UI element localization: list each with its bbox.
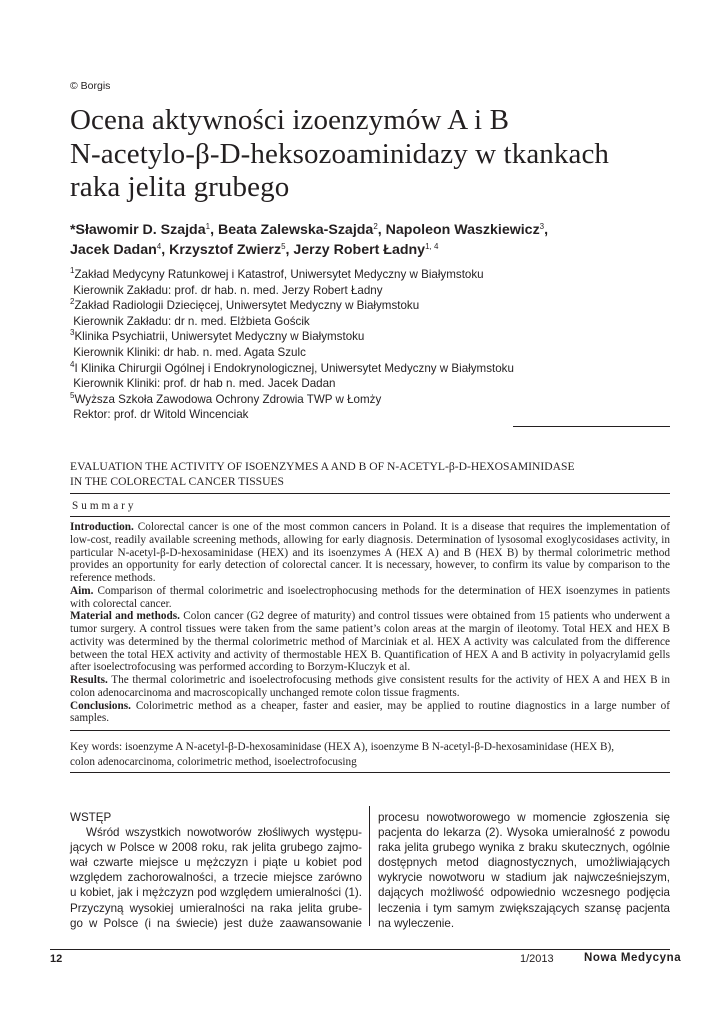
english-title-line: EVALUATION THE ACTIVITY OF ISOENZYMES A AND B OF N-ACETYL-β-D-HEXOSAMINIDASE — [70, 460, 575, 473]
author-name: Jacek Dadan — [70, 242, 157, 258]
affiliation-item — [70, 298, 670, 314]
affiliation-mark: 2 — [70, 297, 75, 307]
keywords-line: Key words: isoenzyme A N-acetyl-β-D-hexosaminidase (HEX A), isoenzyme B N-acetyl-β-D-hexosaminidase (HEX B), — [70, 741, 615, 753]
summary-heading-rule — [70, 516, 670, 517]
title-line: raka jelita grubego — [70, 171, 290, 203]
affiliation-text: Kierownik Kliniki: prof. dr hab n. med. Jacek Dadan — [73, 377, 336, 391]
affiliation-text: Kierownik Zakładu: dr n. med. Elżbieta Gościk — [73, 314, 310, 328]
affiliation-text: Rektor: prof. dr Witold Wincenciak — [73, 408, 249, 422]
affiliation-text: Klinika Psychiatrii, Uniwersytet Medyczny w Białymstoku — [74, 330, 365, 344]
author-name: *Sławomir D. Szajda — [70, 222, 206, 238]
abstract-label: Results. — [70, 674, 108, 686]
abstract-results — [70, 674, 670, 700]
abstract-text: Colorimetric method as a cheaper, faster and easier, may be applied to routine diagnostics in a large number of samples. — [70, 699, 670, 725]
footer-issue: 1/2013 — [520, 953, 554, 965]
body-line: u kobiet, jak i mężczyzn pod względem umieralności (1). — [70, 886, 362, 900]
affiliation-head — [70, 314, 670, 330]
abstract-text: Comparison of thermal colorimetric and isoelectrophocusing methods for the determination of HEX isoenzymes in patients with colorectal cancer. — [70, 584, 670, 610]
body-line: na wyleczenie. — [378, 916, 455, 930]
affiliation-text: Wyższa Szkoła Zawodowa Ochrony Zdrowia TWP w Łomży — [74, 392, 382, 406]
affiliation-mark: 1 — [70, 266, 75, 275]
author-affiliation-mark: 4 — [156, 242, 162, 251]
article-title — [70, 104, 690, 205]
body-column-left — [70, 810, 362, 931]
author-line-2 — [70, 240, 690, 260]
affiliation-head — [70, 283, 670, 299]
body-line: leczenia i tym samym zwiększających szansę pacjenta — [378, 901, 670, 915]
affiliation-mark: 4 — [70, 359, 75, 369]
body-line: pacjenta do lekarza (2). Wysoka umieralność z powodu — [378, 826, 670, 840]
page-number: 12 — [50, 953, 63, 965]
title-line: N-acetylo-β-D-heksozoaminidazy w tkankach — [70, 137, 610, 170]
english-title — [70, 460, 680, 489]
author-affiliation-mark: 2 — [373, 222, 378, 231]
author-separator: , — [544, 222, 549, 238]
body-line: procesu nowotworowego w momencie zgłoszenia się — [378, 811, 670, 824]
abstract-text: The thermal colorimetric and isoelectrofocusing methods give consistent results for the activity of HEX A and HEX B in colon adenocarcinoma and macroscopically unchanged remote colon tissue fragments. — [70, 674, 670, 699]
affiliation-item — [70, 267, 670, 283]
author-line-1 — [70, 220, 690, 240]
affiliation-list — [70, 267, 670, 423]
abstract-text: Colorectal cancer is one of the most common cancers in Poland. It is a disease that requires the implementation of low-cost, readily available screening methods, allowing for early diagnosis. Determination of lysosomal exoglycosidases activity, in particular N-acetyl-β-D-hexosaminidase (HEX) and its isoenzymes A (HEX A) and B (HEX B) by thermal colorimetric method provides an opportunity for early detection of colorectal cancer. It is necessary, however, to confirm its value by comparison to the reference methods. — [70, 521, 670, 584]
abstract-label: Conclusions. — [70, 699, 131, 712]
abstract-label: Material and methods. — [70, 610, 180, 623]
author-name: Jerzy Robert Ładny — [293, 242, 426, 258]
abstract-text: Colon cancer (G2 degree of maturity) and control tissues were obtained from 15 patients who underwent a tumor surgery. A control tissues were taken from the same patient’s colon areas at the margin of ileotomy. Total HEX and HEX B activity was determined by the thermal colorimetric method of Marciniak et al. HEX A activity was calculated from the difference between the total HEX activity and activity of thermostable HEX B. Quantification of HEX A and B activity in polyacrylamid gells after isoelectrofocusing was performed according to Borzym-Kluczyk et al. — [70, 610, 670, 674]
affiliation-item — [70, 392, 670, 408]
body-column-right — [378, 810, 670, 931]
author-separator: , — [285, 242, 294, 258]
author-separator: , — [161, 242, 170, 258]
affiliation-mark: 5 — [70, 390, 75, 400]
affiliation-text: I Klinika Chirurgii Ogólnej i Endokrynologicznej, Uniwersytet Medyczny w Białymstoku — [74, 361, 514, 375]
title-line: Ocena aktywności izoenzymów A i B — [70, 104, 510, 136]
affiliation-mark: 3 — [70, 328, 75, 338]
affiliation-head — [70, 407, 670, 423]
abstract-label: Aim. — [70, 584, 94, 597]
affiliation-text: Zakład Medycyny Ratunkowej i Katastrof, Uniwersytet Medyczny w Białymstoku — [74, 268, 484, 281]
column-divider — [369, 806, 370, 926]
keywords-bottom-rule — [70, 772, 670, 773]
author-affiliation-mark: 5 — [281, 242, 286, 251]
body-line: wał czwarte miejsce u mężczyzn i piąte u kobiet pod — [70, 856, 362, 870]
body-line: go w Polsce (i na świecie) jest duże zaawansowanie — [70, 916, 362, 930]
body-line: jących w Polsce w 2008 roku, rak jelita grubego zajmo- — [70, 841, 362, 855]
journal-name: Nowa Medycyna — [584, 952, 682, 964]
body-line: Przyczyną wysokiej umieralności na raka jelita grube- — [70, 901, 362, 915]
author-name: Beata Zalewska-Szajda — [217, 222, 374, 238]
english-title-line: IN THE COLORECTAL CANCER TISSUES — [70, 474, 284, 488]
author-affiliation-mark: 1, 4 — [425, 242, 439, 251]
summary-top-rule — [70, 493, 670, 494]
affiliation-text: Kierownik Kliniki: dr hab. n. med. Agata Szulc — [73, 345, 306, 359]
abstract-bottom-rule — [70, 730, 670, 731]
body-line: dających możliwość odpowiednio wczesnego podjęcia — [378, 886, 670, 900]
author-affiliation-mark: 3 — [539, 222, 545, 231]
abstract-introduction — [70, 521, 670, 585]
affiliation-head — [70, 345, 670, 361]
keywords-line: colon adenocarcinoma, colorimetric method, isoelectrofocusing — [70, 755, 357, 768]
author-separator: , — [210, 222, 218, 238]
affiliation-end-rule — [513, 426, 670, 427]
body-line: dostępnych metod diagnostycznych, umożliwiających — [378, 856, 670, 870]
body-line: wykrycie nowotworu w stadium jak najwcześniejszym, — [378, 871, 670, 885]
author-name: Krzysztof Zwierz — [169, 242, 282, 258]
body-line: względem zachorowalności, a trzecie miejsce zarówno — [70, 871, 362, 885]
author-name: Napoleon Waszkiewicz — [385, 222, 540, 238]
abstract-methods — [70, 610, 670, 674]
affiliation-item — [70, 361, 670, 377]
affiliation-head — [70, 376, 670, 392]
summary-heading: Summary — [72, 500, 137, 512]
body-line: Wśród wszystkich nowotworów złośliwych występu- — [86, 826, 362, 840]
author-affiliation-mark: 1 — [205, 222, 211, 231]
abstract — [70, 521, 670, 725]
abstract-aim — [70, 585, 670, 611]
affiliation-item — [70, 329, 670, 345]
author-list — [70, 220, 690, 260]
abstract-label: Introduction. — [70, 521, 134, 533]
body-line: raka jelita grubego wynika z braku skutecznych, ogólnie — [378, 841, 670, 855]
affiliation-text: Kierownik Zakładu: prof. dr hab. n. med. Jerzy Robert Ładny — [73, 283, 383, 297]
affiliation-text: Zakład Radiologii Dziecięcej, Uniwersytet Medyczny w Białymstoku — [74, 299, 420, 313]
copyright-notice: © Borgis — [70, 80, 111, 92]
footer-rule — [50, 949, 670, 950]
section-heading: WSTĘP — [70, 811, 112, 824]
abstract-conclusions — [70, 700, 670, 726]
author-separator: , — [377, 222, 386, 238]
keywords — [70, 740, 680, 769]
